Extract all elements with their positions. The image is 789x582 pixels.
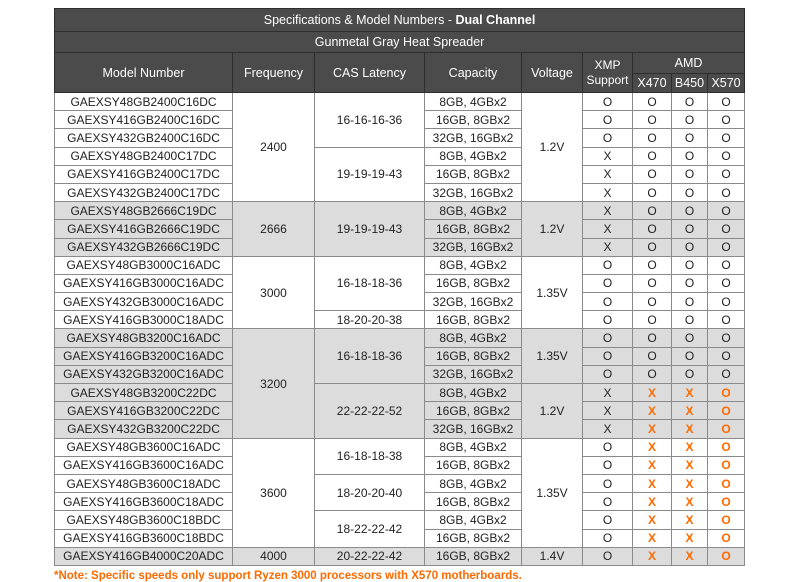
x470-support-cell: O: [633, 274, 672, 292]
x470-support-cell: O: [633, 220, 672, 238]
voltage-cell: 1.35V: [522, 256, 583, 329]
b450-support-cell: O: [672, 183, 708, 201]
model-number: GAEXSY432GB2400C17DC: [55, 183, 233, 201]
b450-support-cell: X: [672, 402, 708, 420]
model-number: GAEXSY416GB3000C16ADC: [55, 274, 233, 292]
x570-support-cell: O: [708, 529, 745, 547]
capacity-cell: 32GB, 16GBx2: [425, 293, 522, 311]
capacity-cell: 32GB, 16GBx2: [425, 365, 522, 383]
model-number: GAEXSY416GB3200C16ADC: [55, 347, 233, 365]
model-number: GAEXSY416GB3600C16ADC: [55, 456, 233, 474]
b450-support-cell: O: [672, 147, 708, 165]
x570-support-cell: O: [708, 183, 745, 201]
b450-support-cell: X: [672, 384, 708, 402]
col-amd: AMD: [633, 53, 745, 74]
b450-support-cell: X: [672, 511, 708, 529]
x470-support-cell: X: [633, 420, 672, 438]
b450-support-cell: X: [672, 420, 708, 438]
x470-support-cell: X: [633, 456, 672, 474]
x470-support-cell: O: [633, 147, 672, 165]
x470-support-cell: O: [633, 93, 672, 111]
model-number: GAEXSY48GB3600C18BDC: [55, 511, 233, 529]
model-number: GAEXSY416GB2666C19DC: [55, 220, 233, 238]
xmp-support-cell: O: [583, 529, 633, 547]
x570-support-cell: O: [708, 293, 745, 311]
x570-support-cell: O: [708, 347, 745, 365]
cas-latency-cell: 20-22-22-42: [315, 547, 425, 565]
cas-latency-cell: 16-18-18-36: [315, 329, 425, 384]
x470-support-cell: X: [633, 384, 672, 402]
x570-support-cell: O: [708, 402, 745, 420]
cas-latency-cell: 16-16-16-36: [315, 93, 425, 148]
col-model: Model Number: [55, 53, 233, 93]
x570-support-cell: O: [708, 147, 745, 165]
cas-latency-cell: 22-22-22-52: [315, 384, 425, 439]
model-number: GAEXSY416GB2400C17DC: [55, 165, 233, 183]
x470-support-cell: X: [633, 474, 672, 492]
xmp-support-cell: O: [583, 511, 633, 529]
model-number: GAEXSY416GB2400C16DC: [55, 111, 233, 129]
col-x470: X470: [633, 74, 672, 93]
x570-support-cell: O: [708, 274, 745, 292]
table-row: [55, 384, 745, 402]
x570-support-cell: O: [708, 93, 745, 111]
table-row: [55, 93, 745, 111]
capacity-cell: 16GB, 8GBx2: [425, 547, 522, 565]
table-row: [55, 311, 745, 329]
capacity-cell: 32GB, 16GBx2: [425, 129, 522, 147]
xmp-support-cell: O: [583, 311, 633, 329]
capacity-cell: 16GB, 8GBx2: [425, 347, 522, 365]
capacity-cell: 8GB, 4GBx2: [425, 147, 522, 165]
table-row: [55, 547, 745, 565]
b450-support-cell: X: [672, 529, 708, 547]
model-number: GAEXSY48GB3200C16ADC: [55, 329, 233, 347]
x570-support-cell: O: [708, 511, 745, 529]
capacity-cell: 32GB, 16GBx2: [425, 238, 522, 256]
cas-latency-cell: 18-22-22-42: [315, 511, 425, 547]
b450-support-cell: O: [672, 129, 708, 147]
cas-latency-cell: 18-20-20-38: [315, 311, 425, 329]
x570-support-cell: O: [708, 311, 745, 329]
x570-support-cell: O: [708, 365, 745, 383]
voltage-cell: 1.2V: [522, 384, 583, 439]
xmp-support-cell: O: [583, 547, 633, 565]
capacity-cell: 16GB, 8GBx2: [425, 220, 522, 238]
voltage-cell: 1.2V: [522, 202, 583, 257]
capacity-cell: 16GB, 8GBx2: [425, 274, 522, 292]
b450-support-cell: O: [672, 165, 708, 183]
xmp-support-cell: O: [583, 274, 633, 292]
model-number: GAEXSY416GB3200C22DC: [55, 402, 233, 420]
x570-support-cell: O: [708, 329, 745, 347]
x570-support-cell: O: [708, 220, 745, 238]
col-frequency: Frequency: [233, 53, 315, 93]
capacity-cell: 16GB, 8GBx2: [425, 311, 522, 329]
spec-sheet: [54, 8, 744, 582]
spec-table: [54, 8, 745, 566]
capacity-cell: 32GB, 16GBx2: [425, 420, 522, 438]
x570-support-cell: O: [708, 547, 745, 565]
b450-support-cell: X: [672, 438, 708, 456]
x470-support-cell: X: [633, 529, 672, 547]
capacity-cell: 8GB, 4GBx2: [425, 474, 522, 492]
table-row: [55, 202, 745, 220]
x570-support-cell: O: [708, 129, 745, 147]
x470-support-cell: O: [633, 329, 672, 347]
xmp-support-cell: O: [583, 93, 633, 111]
model-number: GAEXSY48GB2666C19DC: [55, 202, 233, 220]
capacity-cell: 8GB, 4GBx2: [425, 202, 522, 220]
b450-support-cell: O: [672, 111, 708, 129]
x470-support-cell: X: [633, 402, 672, 420]
b450-support-cell: O: [672, 365, 708, 383]
table-row: [55, 474, 745, 492]
model-number: GAEXSY416GB4000C20ADC: [55, 547, 233, 565]
table-row: [55, 329, 745, 347]
cas-latency-cell: 18-20-20-40: [315, 474, 425, 510]
xmp-support-cell: X: [583, 238, 633, 256]
x470-support-cell: O: [633, 293, 672, 311]
x570-support-cell: O: [708, 256, 745, 274]
frequency-cell: 3000: [233, 256, 315, 329]
frequency-cell: 2400: [233, 93, 315, 202]
model-number: GAEXSY432GB2400C16DC: [55, 129, 233, 147]
xmp-support-cell: O: [583, 365, 633, 383]
x570-support-cell: O: [708, 420, 745, 438]
x570-support-cell: O: [708, 493, 745, 511]
table-body: [55, 93, 745, 566]
capacity-cell: 16GB, 8GBx2: [425, 529, 522, 547]
x470-support-cell: X: [633, 547, 672, 565]
xmp-support-cell: O: [583, 347, 633, 365]
table-row: [55, 438, 745, 456]
capacity-cell: 16GB, 8GBx2: [425, 493, 522, 511]
capacity-cell: 16GB, 8GBx2: [425, 402, 522, 420]
x470-support-cell: X: [633, 511, 672, 529]
b450-support-cell: X: [672, 456, 708, 474]
xmp-support-cell: X: [583, 220, 633, 238]
model-number: GAEXSY48GB2400C17DC: [55, 147, 233, 165]
frequency-cell: 3200: [233, 329, 315, 438]
b450-support-cell: X: [672, 493, 708, 511]
xmp-support-cell: X: [583, 147, 633, 165]
x470-support-cell: X: [633, 438, 672, 456]
x570-support-cell: O: [708, 111, 745, 129]
model-number: GAEXSY48GB3200C22DC: [55, 384, 233, 402]
x470-support-cell: O: [633, 165, 672, 183]
model-number: GAEXSY416GB3600C18ADC: [55, 493, 233, 511]
col-xmp: XMP Support: [583, 53, 633, 93]
table-row: [55, 511, 745, 529]
col-b450: B450: [672, 74, 708, 93]
frequency-cell: 3600: [233, 438, 315, 547]
xmp-support-cell: O: [583, 129, 633, 147]
x470-support-cell: O: [633, 202, 672, 220]
model-number: GAEXSY48GB3600C18ADC: [55, 474, 233, 492]
x570-support-cell: O: [708, 456, 745, 474]
x570-support-cell: O: [708, 384, 745, 402]
table-row: [55, 147, 745, 165]
voltage-cell: 1.35V: [522, 438, 583, 547]
table-title: Specifications & Model Numbers - Dual Channel: [55, 9, 745, 32]
b450-support-cell: O: [672, 347, 708, 365]
footnote: *Note: Specific speeds only support Ryzen 3000 processors with X570 motherboards.: [54, 569, 522, 582]
model-number: GAEXSY432GB2666C19DC: [55, 238, 233, 256]
b450-support-cell: X: [672, 474, 708, 492]
b450-support-cell: O: [672, 311, 708, 329]
x570-support-cell: O: [708, 165, 745, 183]
b450-support-cell: O: [672, 93, 708, 111]
capacity-cell: 16GB, 8GBx2: [425, 111, 522, 129]
b450-support-cell: O: [672, 256, 708, 274]
voltage-cell: 1.4V: [522, 547, 583, 565]
b450-support-cell: X: [672, 547, 708, 565]
cas-latency-cell: 19-19-19-43: [315, 147, 425, 202]
b450-support-cell: O: [672, 238, 708, 256]
capacity-cell: 16GB, 8GBx2: [425, 165, 522, 183]
xmp-support-cell: O: [583, 293, 633, 311]
xmp-support-cell: O: [583, 111, 633, 129]
cas-latency-cell: 16-18-18-38: [315, 438, 425, 474]
cas-latency-cell: 19-19-19-43: [315, 202, 425, 257]
frequency-cell: 2666: [233, 202, 315, 257]
x470-support-cell: O: [633, 111, 672, 129]
model-number: GAEXSY48GB3600C16ADC: [55, 438, 233, 456]
xmp-support-cell: O: [583, 329, 633, 347]
x470-support-cell: O: [633, 238, 672, 256]
capacity-cell: 16GB, 8GBx2: [425, 456, 522, 474]
table-row: [55, 256, 745, 274]
xmp-support-cell: O: [583, 493, 633, 511]
cas-latency-cell: 16-18-18-36: [315, 256, 425, 311]
capacity-cell: 8GB, 4GBx2: [425, 256, 522, 274]
b450-support-cell: O: [672, 202, 708, 220]
x470-support-cell: O: [633, 365, 672, 383]
voltage-cell: 1.2V: [522, 93, 583, 202]
xmp-support-cell: O: [583, 256, 633, 274]
capacity-cell: 8GB, 4GBx2: [425, 438, 522, 456]
model-number: GAEXSY432GB3000C16ADC: [55, 293, 233, 311]
model-number: GAEXSY432GB3200C16ADC: [55, 365, 233, 383]
model-number: GAEXSY48GB2400C16DC: [55, 93, 233, 111]
xmp-support-cell: X: [583, 202, 633, 220]
x470-support-cell: X: [633, 493, 672, 511]
capacity-cell: 8GB, 4GBx2: [425, 329, 522, 347]
capacity-cell: 32GB, 16GBx2: [425, 183, 522, 201]
x570-support-cell: O: [708, 438, 745, 456]
col-cas: CAS Latency: [315, 53, 425, 93]
x470-support-cell: O: [633, 256, 672, 274]
model-number: GAEXSY416GB3600C18BDC: [55, 529, 233, 547]
b450-support-cell: O: [672, 329, 708, 347]
frequency-cell: 4000: [233, 547, 315, 565]
xmp-support-cell: X: [583, 384, 633, 402]
voltage-cell: 1.35V: [522, 329, 583, 384]
x470-support-cell: O: [633, 311, 672, 329]
x470-support-cell: O: [633, 183, 672, 201]
xmp-support-cell: O: [583, 474, 633, 492]
x470-support-cell: O: [633, 347, 672, 365]
xmp-support-cell: X: [583, 165, 633, 183]
b450-support-cell: O: [672, 274, 708, 292]
x470-support-cell: O: [633, 129, 672, 147]
xmp-support-cell: X: [583, 402, 633, 420]
model-number: GAEXSY432GB3200C22DC: [55, 420, 233, 438]
capacity-cell: 8GB, 4GBx2: [425, 384, 522, 402]
b450-support-cell: O: [672, 293, 708, 311]
x570-support-cell: O: [708, 474, 745, 492]
capacity-cell: 8GB, 4GBx2: [425, 511, 522, 529]
x570-support-cell: O: [708, 238, 745, 256]
b450-support-cell: O: [672, 220, 708, 238]
capacity-cell: 8GB, 4GBx2: [425, 93, 522, 111]
xmp-support-cell: O: [583, 456, 633, 474]
model-number: GAEXSY48GB3000C16ADC: [55, 256, 233, 274]
xmp-support-cell: O: [583, 438, 633, 456]
model-number: GAEXSY416GB3000C18ADC: [55, 311, 233, 329]
xmp-support-cell: X: [583, 420, 633, 438]
xmp-support-cell: X: [583, 183, 633, 201]
x570-support-cell: O: [708, 202, 745, 220]
col-capacity: Capacity: [425, 53, 522, 93]
table-subtitle: Gunmetal Gray Heat Spreader: [55, 32, 745, 53]
col-voltage: Voltage: [522, 53, 583, 93]
col-x570: X570: [708, 74, 745, 93]
